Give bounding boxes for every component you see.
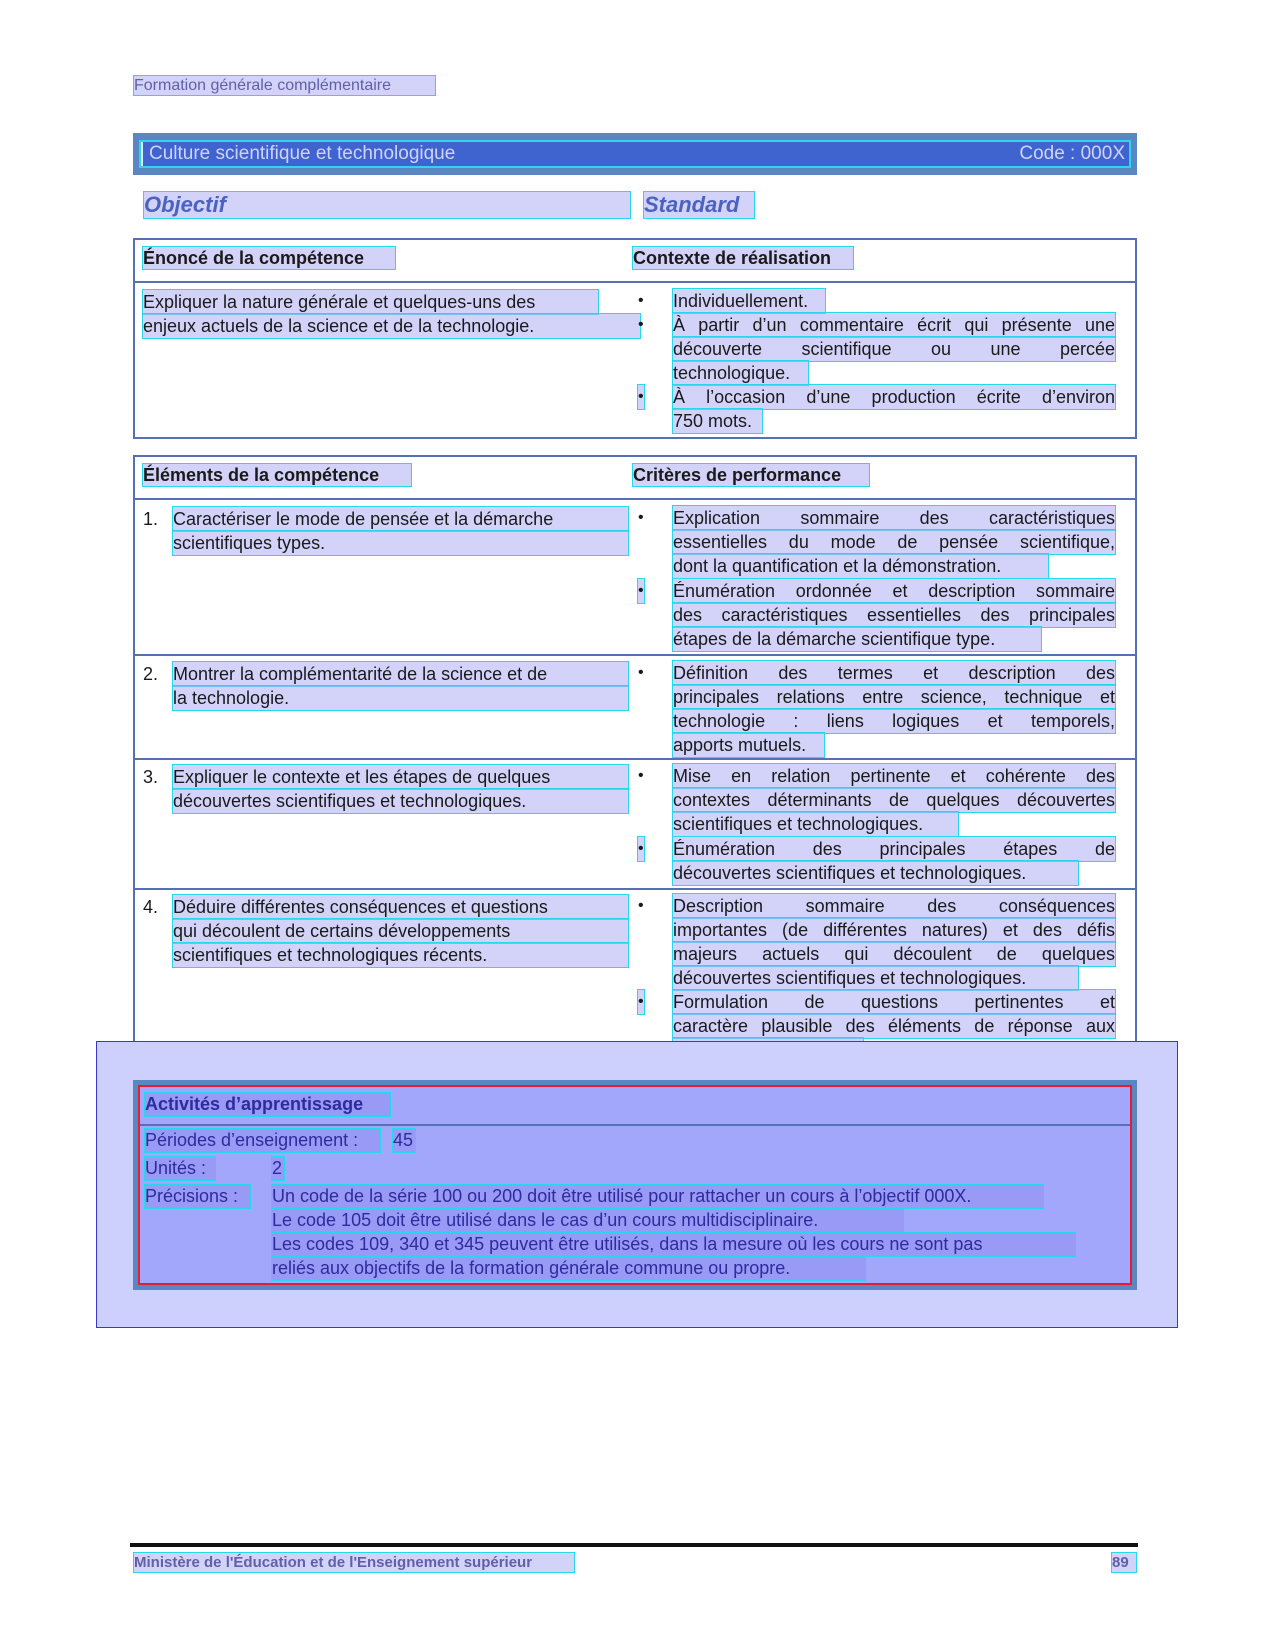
element-number: 4. xyxy=(143,897,159,917)
unites-value: 2 xyxy=(272,1158,283,1178)
objectif-heading: Objectif xyxy=(144,192,630,218)
course-title: Culture scientifique et technologique xyxy=(149,143,456,164)
footer-rule xyxy=(130,1543,1138,1547)
bullet: • xyxy=(638,767,644,784)
criterion-line: Explication sommaire des caractéristiques xyxy=(673,508,1115,528)
bullet: • xyxy=(638,990,644,1014)
element-text-line: découvertes scientifiques et technologiques. xyxy=(173,789,628,813)
bullet: • xyxy=(638,292,644,309)
bullet: • xyxy=(638,897,644,914)
criterion-line: Définition des termes et description des xyxy=(673,663,1115,683)
competence-statement-line: enjeux actuels de la science et de la technologie. xyxy=(143,314,640,338)
periodes-label: Périodes d’enseignement : xyxy=(145,1129,380,1152)
competence-statement-line: Expliquer la nature générale et quelques-uns des xyxy=(143,290,598,314)
course-code: Code : 000X xyxy=(1019,143,1125,164)
footer-ministry: Ministère de l'Éducation et de l'Enseignement supérieur xyxy=(134,1553,574,1572)
criterion-line: majeurs actuels qui découlent de quelques xyxy=(673,944,1115,964)
element-text-line: Déduire différentes conséquences et questions xyxy=(173,895,628,919)
activities-box xyxy=(138,1085,1132,1285)
criterion-line: contextes déterminants de quelques découvertes xyxy=(673,790,1115,810)
criterion-line: Description sommaire des conséquences xyxy=(673,896,1115,916)
bullet: • xyxy=(638,509,644,526)
page-number: 89 xyxy=(1112,1553,1136,1572)
unites-label: Unités : xyxy=(145,1157,215,1180)
element-text-line: qui découlent de certains développements xyxy=(173,919,628,943)
element-number: 3. xyxy=(143,767,159,787)
criterion-line: des caractéristiques essentielles des principales xyxy=(673,605,1115,625)
criterion-line: scientifiques et technologiques. xyxy=(673,812,958,836)
criterion-line: caractère plausible des éléments de réponse aux xyxy=(673,1016,1115,1036)
criterion-line: découvertes scientifiques et technologiques. xyxy=(673,966,1078,990)
element-text-line: Montrer la complémentarité de la science et de xyxy=(173,662,628,686)
context-item: À l’occasion d’une production écrite d’environ xyxy=(673,387,1115,407)
criterion-line: Mise en relation pertinente et cohérente des xyxy=(673,766,1115,786)
element-number: 1. xyxy=(143,509,159,529)
bullet: • xyxy=(638,385,644,409)
criterion-line: Énumération des principales étapes de xyxy=(673,839,1115,859)
enonce-heading: Énoncé de la compétence xyxy=(143,247,395,269)
criterion-line: essentielles du mode de pensée scientifique, xyxy=(673,532,1115,552)
context-item: découverte scientifique ou une percée xyxy=(673,339,1115,359)
element-text-line: la technologie. xyxy=(173,686,628,710)
criterion-line: Formulation de questions pertinentes et xyxy=(673,992,1115,1012)
context-item: 750 mots. xyxy=(673,409,762,433)
standard-heading: Standard xyxy=(644,192,754,218)
precisions-label: Précisions : xyxy=(145,1185,250,1208)
precisions-line: Les codes 109, 340 et 345 peuvent être utilisés, dans la mesure où les cours ne sont pas xyxy=(272,1233,1075,1256)
criterion-line: Énumération ordonnée et description sommaire xyxy=(673,581,1115,601)
elements-table xyxy=(133,455,1137,1066)
element-number: 2. xyxy=(143,664,159,684)
bullet: • xyxy=(638,664,644,681)
bullet: • xyxy=(638,579,644,603)
precisions-line: Le code 105 doit être utilisé dans le cas d’un cours multidisciplinaire. xyxy=(272,1209,903,1232)
contexte-heading: Contexte de réalisation xyxy=(633,247,853,269)
course-title-bar xyxy=(133,133,1137,175)
precisions-line: Un code de la série 100 ou 200 doit être utilisé pour rattacher un cours à l’objectif 000X. xyxy=(272,1185,1043,1208)
precisions-line: reliés aux objectifs de la formation générale commune ou propre. xyxy=(272,1257,865,1280)
criteres-heading: Critères de performance xyxy=(633,464,869,486)
criterion-line: dont la quantification et la démonstration. xyxy=(673,554,1048,578)
bullet: • xyxy=(638,837,644,861)
activities-heading: Activités d’apprentissage xyxy=(145,1093,390,1116)
element-text-line: scientifiques types. xyxy=(173,531,628,555)
periodes-value: 45 xyxy=(393,1130,414,1150)
criterion-line: découvertes scientifiques et technologiques. xyxy=(673,861,1078,885)
context-item: À partir d’un commentaire écrit qui présente une xyxy=(673,315,1115,335)
element-text-line: Expliquer le contexte et les étapes de quelques xyxy=(173,765,628,789)
criterion-line: technologie : liens logiques et temporels, xyxy=(673,711,1115,731)
bullet: • xyxy=(638,316,644,333)
elements-heading: Éléments de la compétence xyxy=(143,464,411,486)
criterion-line: principales relations entre science, technique et xyxy=(673,687,1115,707)
competence-table xyxy=(133,238,1137,439)
criterion-line: étapes de la démarche scientifique type. xyxy=(673,627,1041,651)
context-item: Individuellement. xyxy=(673,289,825,313)
running-header: Formation générale complémentaire xyxy=(134,76,435,95)
context-item: technologique. xyxy=(673,361,808,385)
element-text-line: scientifiques et technologiques récents. xyxy=(173,943,628,967)
criterion-line: apports mutuels. xyxy=(673,733,824,757)
criterion-line: importantes (de différentes natures) et des défis xyxy=(673,920,1115,940)
element-text-line: Caractériser le mode de pensée et la démarche xyxy=(173,507,628,531)
